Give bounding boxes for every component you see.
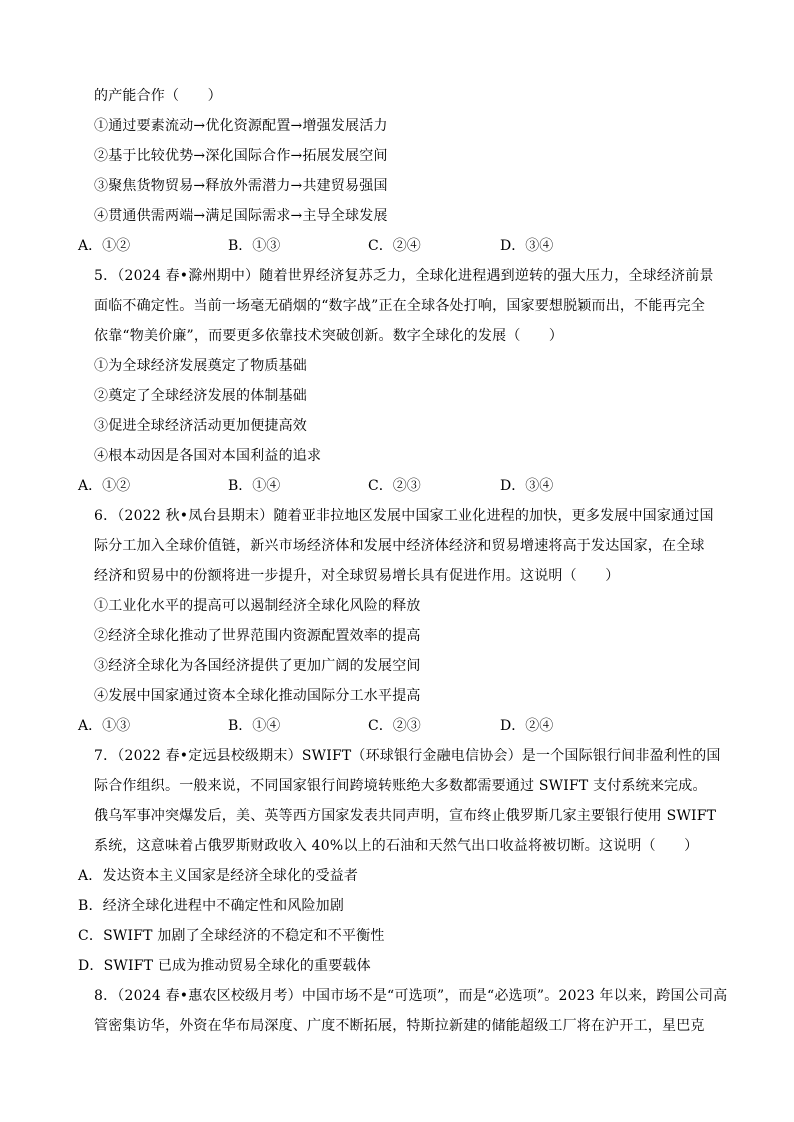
q4-item-4: ④贯通供需两端→满足国际需求→主导全球发展 xyxy=(94,208,388,224)
q7-stem-line-1: 7．（2022 春•定远县校级期末）SWIFT（环球银行金融电信协会）是一个国际银行间非盈利性的国 xyxy=(94,748,721,764)
q6-choice-a[interactable]: A．①③ xyxy=(78,718,131,734)
q6-choice-b[interactable]: B．①④ xyxy=(228,718,281,734)
q7-option-c[interactable]: C．SWIFT 加剧了全球经济的不稳定和不平衡性 xyxy=(78,928,385,944)
q4-choice-b[interactable]: B．①③ xyxy=(228,238,281,254)
q6-choice-d[interactable]: D．②④ xyxy=(500,718,554,734)
q5-item-4: ④根本动因是各国对本国利益的追求 xyxy=(94,448,322,464)
q7-stem-line-3: 俄乌军事冲突爆发后，美、英等西方国家发表共同声明，宣布终止俄罗斯几家主要银行使用 SWIFT xyxy=(94,808,717,824)
q5-item-3: ③促进全球经济活动更加便捷高效 xyxy=(94,418,307,434)
q5-choice-a[interactable]: A．①② xyxy=(78,478,131,494)
q5-choice-b[interactable]: B．①④ xyxy=(228,478,281,494)
q6-item-2: ②经济全球化推动了世界范围内资源配置效率的提高 xyxy=(94,628,421,644)
q7-stem-line-4: 系统，这意味着占俄罗斯财政收入 40%以上的石油和天然气出口收益将被切断。这说明（ ） xyxy=(94,838,699,854)
q8-stem-line-2: 管密集访华，外资在华布局深度、广度不断拓展，特斯拉新建的储能超级工厂将在沪开工，星巴克 xyxy=(94,1018,705,1034)
q6-stem-line-1: 6．（2022 秋•凤台县期末）随着亚非拉地区发展中国家工业化进程的加快，更多发展中国家通过国 xyxy=(94,508,714,524)
q5-item-1: ①为全球经济发展奠定了物质基础 xyxy=(94,358,307,374)
q6-item-4: ④发展中国家通过资本全球化推动国际分工水平提高 xyxy=(94,688,421,704)
q5-stem-line-3: 依靠“物美价廉”，而要更多依靠技术突破创新。数字全球化的发展（ ） xyxy=(94,328,564,344)
q4-item-3: ③聚焦货物贸易→释放外需潜力→共建贸易强国 xyxy=(94,178,388,194)
q5-choice-d[interactable]: D．③④ xyxy=(500,478,554,494)
q4-choice-c[interactable]: C．②④ xyxy=(368,238,421,254)
q5-item-2: ②奠定了全球经济发展的体制基础 xyxy=(94,388,307,404)
q6-stem-line-2: 际分工加入全球价值链，新兴市场经济体和发展中经济体经济和贸易增速将高于发达国家，在全球 xyxy=(94,538,705,554)
q7-option-d[interactable]: D．SWIFT 已成为推动贸易全球化的重要载体 xyxy=(78,958,371,974)
q5-choice-c[interactable]: C．②③ xyxy=(368,478,421,494)
q4-item-2: ②基于比较优势→深化国际合作→拓展发展空间 xyxy=(94,148,388,164)
q5-stem-line-1: 5．（2024 春•滁州期中）随着世界经济复苏乏力，全球化进程遇到逆转的强大压力，全球经济前景 xyxy=(94,268,714,284)
q4-choice-d[interactable]: D．③④ xyxy=(500,238,554,254)
q6-item-3: ③经济全球化为各国经济提供了更加广阔的发展空间 xyxy=(94,658,421,674)
q7-option-b[interactable]: B．经济全球化进程中不确定性和风险加剧 xyxy=(78,898,345,914)
q4-stem-tail: 的产能合作（ ） xyxy=(94,88,222,104)
q8-stem-line-1: 8．（2024 春•惠农区校级月考）中国市场不是“可选项”，而是“必选项”。2023 年以来，跨国公司高 xyxy=(94,988,728,1004)
q7-stem-line-2: 际合作组织。一般来说，不同国家银行间跨境转账绝大多数都需要通过 SWIFT 支付系统来完成。 xyxy=(94,778,707,794)
q7-option-a[interactable]: A．发达资本主义国家是经济全球化的受益者 xyxy=(78,868,359,884)
q4-choice-a[interactable]: A．①② xyxy=(78,238,131,254)
q6-item-1: ①工业化水平的提高可以遏制经济全球化风险的释放 xyxy=(94,598,421,614)
q5-choices xyxy=(78,478,698,494)
q6-choice-c[interactable]: C．②③ xyxy=(368,718,421,734)
q6-choices xyxy=(78,718,698,734)
q4-item-1: ①通过要素流动→优化资源配置→增强发展活力 xyxy=(94,118,388,134)
q4-choices xyxy=(78,238,698,254)
q5-stem-line-2: 面临不确定性。当前一场毫无硝烟的“数字战”正在全球各处打响，国家要想脱颖而出，不能再完全 xyxy=(94,298,706,314)
q6-stem-line-3: 经济和贸易中的份额将进一步提升，对全球贸易增长具有促进作用。这说明（ ） xyxy=(94,568,620,584)
